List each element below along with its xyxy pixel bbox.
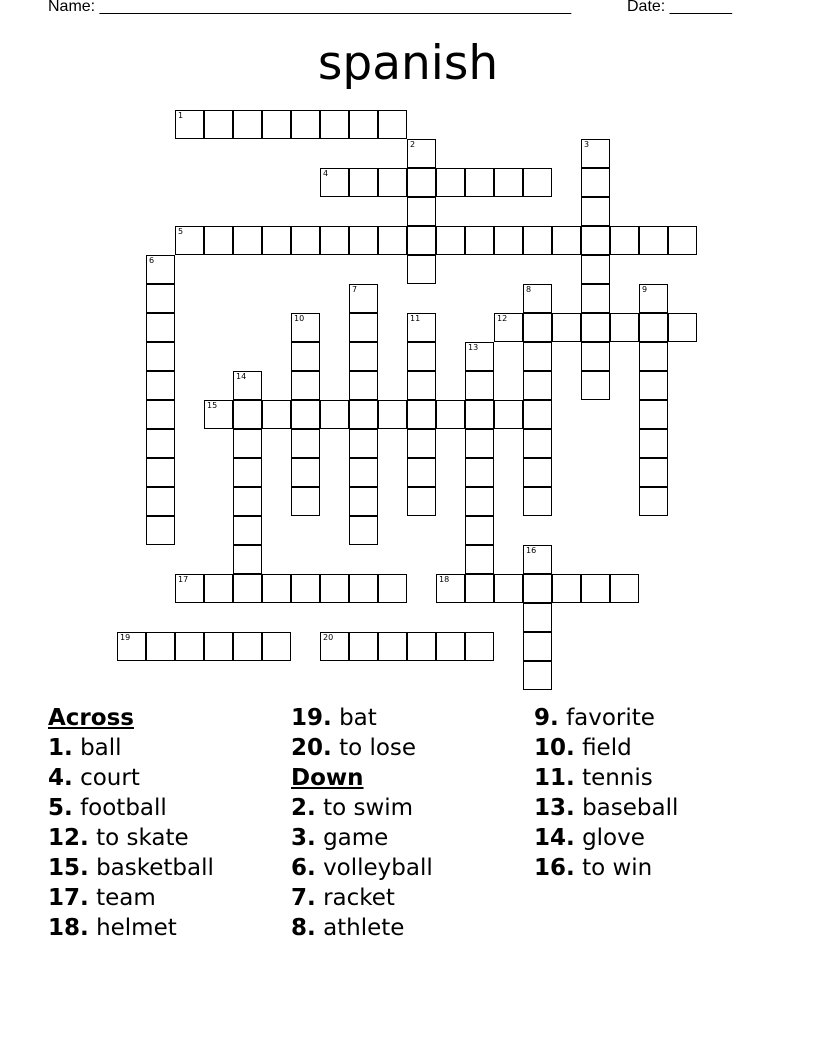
grid-cell[interactable] [349,487,378,516]
grid-cell[interactable] [349,574,378,603]
grid-cell[interactable] [233,632,262,661]
clue-number: 9. [534,705,559,731]
grid-cell[interactable] [320,400,349,429]
clue-number: 1. [48,735,73,761]
grid-cell[interactable] [581,342,610,371]
grid-cell[interactable] [291,429,320,458]
clue-down-10 [534,733,678,763]
grid-cell[interactable] [523,574,552,603]
clue-number: 11. [534,765,575,791]
clue-number: 7. [291,885,316,911]
grid-cell[interactable] [233,429,262,458]
grid-cell[interactable] [581,284,610,313]
grid-cell[interactable] [668,226,697,255]
clue-number: 16. [534,855,575,881]
cell-number: 9 [642,285,648,294]
clue-number: 5. [48,795,73,821]
grid-cell[interactable] [407,197,436,226]
grid-cell[interactable] [523,603,552,632]
clue-text: volleyball [323,855,433,881]
grid-cell[interactable] [407,458,436,487]
clue-down-16 [534,853,678,883]
grid-cell[interactable] [146,632,175,661]
clue-text: to swim [323,795,414,821]
grid-cell[interactable] [204,400,233,429]
grid-cell[interactable] [523,458,552,487]
grid-cell[interactable] [146,458,175,487]
clue-number: 20. [291,735,332,761]
clue-down-13 [534,793,678,823]
grid-cell[interactable] [349,632,378,661]
clue-down-3 [291,823,433,853]
grid-cell[interactable] [639,342,668,371]
grid-cell[interactable] [378,168,407,197]
clue-text: baseball [582,795,679,821]
name-field: Name: _____________________________________________________ [48,0,572,15]
grid-cell[interactable] [407,313,436,342]
cell-number: 14 [236,372,247,381]
grid-cell[interactable] [668,313,697,342]
grid-cell[interactable] [175,632,204,661]
clue-text: football [80,795,167,821]
clue-across-12 [48,823,214,853]
clue-text: favorite [566,705,655,731]
clue-down-6 [291,853,433,883]
grid-cell[interactable] [204,632,233,661]
clue-text: to win [582,855,653,881]
grid-cell[interactable] [175,226,204,255]
grid-cell[interactable] [523,429,552,458]
clue-number: 3. [291,825,316,851]
cell-number: 11 [410,314,421,323]
grid-cell[interactable] [349,313,378,342]
grid-cell[interactable] [465,516,494,545]
clue-number: 17. [48,885,89,911]
clue-column-2 [291,703,433,943]
grid-cell[interactable] [639,226,668,255]
grid-cell[interactable] [436,226,465,255]
down-heading: Down [291,765,364,791]
clue-number: 12. [48,825,89,851]
grid-cell[interactable] [552,226,581,255]
clue-down-2 [291,793,433,823]
cell-number: 4 [323,169,329,178]
grid-cell[interactable] [146,400,175,429]
grid-cell[interactable] [523,284,552,313]
clue-number: 13. [534,795,575,821]
grid-cell[interactable] [523,313,552,342]
grid-cell[interactable] [465,545,494,574]
grid-cell[interactable] [407,168,436,197]
grid-cell[interactable] [233,545,262,574]
clue-down-9 [534,703,678,733]
clue-across-17 [48,883,214,913]
clue-across-18 [48,913,214,943]
grid-cell[interactable] [494,574,523,603]
grid-cell[interactable] [552,313,581,342]
grid-cell[interactable] [494,226,523,255]
date-field: Date: _______ [627,0,732,15]
grid-cell[interactable] [291,110,320,139]
grid-cell[interactable] [146,516,175,545]
clue-number: 15. [48,855,89,881]
grid-cell[interactable] [407,632,436,661]
grid-cell[interactable] [320,110,349,139]
cell-number: 2 [410,140,416,149]
grid-cell[interactable] [436,574,465,603]
clue-number: 2. [291,795,316,821]
clue-text: field [582,735,632,761]
grid-cell[interactable] [378,110,407,139]
across-heading: Across [48,705,134,731]
grid-cell[interactable] [146,284,175,313]
grid-cell[interactable] [204,110,233,139]
grid-cell[interactable] [523,632,552,661]
clue-across-20 [291,733,433,763]
grid-cell[interactable] [146,487,175,516]
grid-cell[interactable] [610,313,639,342]
grid-cell[interactable] [233,110,262,139]
grid-cell[interactable] [523,661,552,690]
cell-number: 10 [294,314,305,323]
clue-text: racket [323,885,395,911]
grid-cell[interactable] [378,574,407,603]
grid-cell[interactable] [262,632,291,661]
grid-cell[interactable] [523,371,552,400]
cell-number: 12 [497,314,508,323]
clue-text: glove [582,825,645,851]
grid-cell[interactable] [349,342,378,371]
clue-number: 10. [534,735,575,761]
clue-text: bat [339,705,377,731]
grid-cell[interactable] [407,371,436,400]
grid-cell[interactable] [523,400,552,429]
grid-cell[interactable] [436,632,465,661]
grid-cell[interactable] [581,139,610,168]
grid-cell[interactable] [320,168,349,197]
grid-cell[interactable] [349,400,378,429]
grid-cell[interactable] [465,342,494,371]
clue-text: tennis [582,765,653,791]
clue-across-5 [48,793,214,823]
grid-cell[interactable] [175,110,204,139]
grid-cell[interactable] [204,226,233,255]
cell-number: 1 [178,111,184,120]
grid-cell[interactable] [117,632,146,661]
clue-number: 14. [534,825,575,851]
cell-number: 13 [468,343,479,352]
cell-number: 20 [323,633,334,642]
clue-number: 4. [48,765,73,791]
grid-cell[interactable] [523,342,552,371]
clue-column-1 [48,703,214,943]
grid-cell[interactable] [320,632,349,661]
grid-cell[interactable] [639,429,668,458]
grid-cell[interactable] [233,516,262,545]
clue-number: 8. [291,915,316,941]
grid-cell[interactable] [465,429,494,458]
clue-text: game [323,825,389,851]
clue-across-4 [48,763,214,793]
clue-column-3 [534,703,678,883]
grid-cell[interactable] [581,371,610,400]
grid-cell[interactable] [262,226,291,255]
cell-number: 8 [526,285,532,294]
grid-cell[interactable] [436,168,465,197]
grid-cell[interactable] [407,429,436,458]
grid-cell[interactable] [233,400,262,429]
clue-text: ball [80,735,122,761]
clue-number: 6. [291,855,316,881]
grid-cell[interactable] [291,342,320,371]
grid-cell[interactable] [407,139,436,168]
grid-cell[interactable] [581,168,610,197]
grid-cell[interactable] [465,458,494,487]
cell-number: 3 [584,140,590,149]
grid-cell[interactable] [639,400,668,429]
grid-cell[interactable] [233,458,262,487]
grid-cell[interactable] [349,168,378,197]
cell-number: 16 [526,546,537,555]
grid-cell[interactable] [523,487,552,516]
clue-across-15 [48,853,214,883]
grid-cell[interactable] [320,226,349,255]
clue-text: to lose [339,735,417,761]
grid-cell[interactable] [291,574,320,603]
grid-cell[interactable] [349,110,378,139]
grid-cell[interactable] [581,197,610,226]
grid-cell[interactable] [378,400,407,429]
grid-cell[interactable] [436,400,465,429]
grid-cell[interactable] [233,226,262,255]
clue-down-14 [534,823,678,853]
grid-cell[interactable] [349,516,378,545]
clue-across-19 [291,703,433,733]
grid-cell[interactable] [465,632,494,661]
cell-number: 5 [178,227,184,236]
clue-down-8 [291,913,433,943]
grid-cell[interactable] [146,313,175,342]
grid-cell[interactable] [291,313,320,342]
grid-cell[interactable] [262,574,291,603]
cell-number: 19 [120,633,131,642]
grid-cell[interactable] [262,110,291,139]
grid-cell[interactable] [204,574,233,603]
grid-cell[interactable] [349,284,378,313]
grid-cell[interactable] [639,284,668,313]
grid-cell[interactable] [552,574,581,603]
grid-cell[interactable] [639,458,668,487]
clue-text: athlete [323,915,405,941]
clue-text: team [96,885,156,911]
grid-cell[interactable] [233,487,262,516]
grid-cell[interactable] [465,487,494,516]
grid-cell[interactable] [581,313,610,342]
grid-cell[interactable] [581,574,610,603]
grid-cell[interactable] [291,487,320,516]
grid-cell[interactable] [146,342,175,371]
grid-cell[interactable] [349,371,378,400]
cell-number: 17 [178,575,189,584]
grid-cell[interactable] [494,400,523,429]
grid-cell[interactable] [320,574,349,603]
grid-cell[interactable] [494,313,523,342]
grid-cell[interactable] [407,226,436,255]
grid-cell[interactable] [407,342,436,371]
grid-cell[interactable] [233,574,262,603]
grid-cell[interactable] [465,400,494,429]
grid-cell[interactable] [465,574,494,603]
grid-cell[interactable] [581,255,610,284]
grid-cell[interactable] [523,226,552,255]
grid-cell[interactable] [378,632,407,661]
grid-cell[interactable] [639,487,668,516]
grid-cell[interactable] [494,168,523,197]
clue-text: court [80,765,140,791]
cell-number: 18 [439,575,450,584]
grid-cell[interactable] [407,255,436,284]
grid-cell[interactable] [349,429,378,458]
grid-cell[interactable] [639,313,668,342]
grid-cell[interactable] [291,400,320,429]
page-title: spanish [317,36,499,91]
grid-cell[interactable] [378,226,407,255]
grid-cell[interactable] [581,226,610,255]
grid-cell[interactable] [175,574,204,603]
grid-cell[interactable] [349,226,378,255]
clue-down-11 [534,763,678,793]
cell-number: 7 [352,285,358,294]
grid-cell[interactable] [523,545,552,574]
grid-cell[interactable] [291,371,320,400]
clue-text: to skate [96,825,189,851]
cell-number: 6 [149,256,155,265]
grid-cell[interactable] [291,226,320,255]
grid-cell[interactable] [639,371,668,400]
clue-number: 19. [291,705,332,731]
grid-cell[interactable] [291,458,320,487]
grid-cell[interactable] [262,400,291,429]
grid-cell[interactable] [465,226,494,255]
grid-cell[interactable] [146,255,175,284]
clue-down-7 [291,883,433,913]
cell-number: 15 [207,401,218,410]
grid-cell[interactable] [407,400,436,429]
grid-cell[interactable] [610,226,639,255]
clue-text: basketball [96,855,214,881]
grid-cell[interactable] [465,371,494,400]
grid-cell[interactable] [146,371,175,400]
grid-cell[interactable] [233,371,262,400]
grid-cell[interactable] [146,429,175,458]
clue-text: helmet [96,915,177,941]
grid-cell[interactable] [465,168,494,197]
grid-cell[interactable] [523,168,552,197]
clue-number: 18. [48,915,89,941]
grid-cell[interactable] [349,458,378,487]
grid-cell[interactable] [407,487,436,516]
clue-across-1 [48,733,214,763]
grid-cell[interactable] [610,574,639,603]
